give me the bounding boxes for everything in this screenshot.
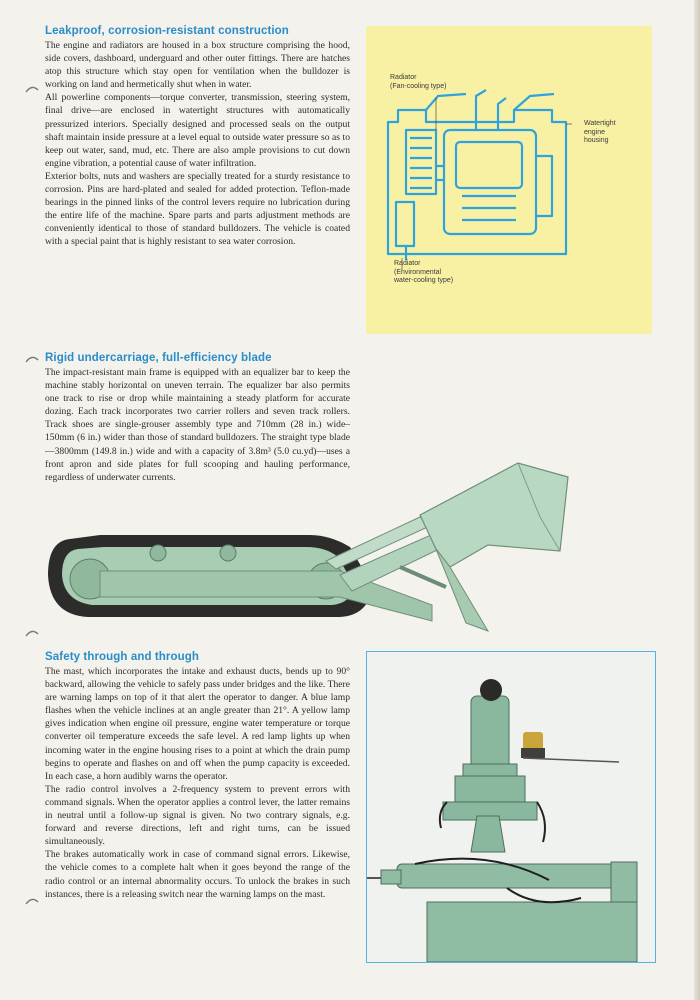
binding-hole <box>24 354 40 364</box>
mast-photo <box>366 651 656 963</box>
section-safety <box>45 651 350 901</box>
bulldozer-illustration <box>40 455 580 640</box>
paragraph: The radio control involves a 2-frequency system to prevent errors with command signals. When the operator applies a control lever, the latter remains in neutral until a follow-up signal is given. No two contrary signals, e.g. forward and reverse directions, left and right turns, can be issued simultaneously. <box>45 783 350 848</box>
section-leakproof <box>45 25 350 249</box>
heading-undercarriage: Rigid undercarriage, full-efficiency blade <box>45 352 272 364</box>
callout-watertight-housing: Watertight engine housing <box>584 120 616 144</box>
body-safety <box>45 665 350 901</box>
mast-photo-drawing <box>367 652 655 962</box>
diagram-drawing <box>366 26 652 334</box>
paragraph: The engine and radiators are housed in a box structure comprising the hood, side covers, dashboard, underguard and other outer fittings. There are hatches atop this structure which stay open for ventilation when the bulldozer is working on land and hermetically shut when in water. <box>45 40 350 91</box>
paragraph: All powerline components—torque converter, transmission, steering system, final drive—are enclosed in watertight structures with automatically pressurized interiors. Specially designed and processed seals on the output shaft maintain inside pressure at a level equal to outside water pressure so as to keep out water, sand, mud, etc. There are also ample provisions to cut down engine vibration, a potential cause of water infiltration. <box>45 92 350 169</box>
heading-safety: Safety through and through <box>45 651 200 663</box>
heading-leakproof: Leakproof, corrosion-resistant construction <box>45 25 289 37</box>
page-edge <box>694 0 700 1000</box>
callout-env-radiator: Radiator (Environmental water-cooling type) <box>394 260 454 284</box>
bulldozer-drawing <box>40 455 580 640</box>
binding-hole <box>24 84 40 94</box>
paragraph: The impact-resistant main frame is equipped with an equalizer bar to keep the machine stably horizontal on uneven terrain. The equalizer bar also permits one track to rise or drop while maintaining a steady platform for accurate dozing. Each track incorporates two carrier rollers and seven track rollers. Track shoes are single-grouser assembly type and 710mm (28 in.) wide–150mm (6 in.) wider than those of standard bulldozers. The straight type blade—3800mm (149.8 in.) wide and with a capacity of 3.8m³ (5.0 cu.yd)—uses a front apron and side plates for full scooping and hauling performance, regardless of underwater currents. <box>45 367 350 483</box>
binding-hole <box>24 628 40 638</box>
engine-housing-diagram <box>366 26 652 334</box>
paragraph: The mast, which incorporates the intake and exhaust ducts, bends up to 90° backward, allowing the vehicle to safely pass under bridges and the like. There are warning lamps on top of it that alert the operator to danger. A blue lamp flashes when the vehicle inclines at an angle greater than 21°. A yellow lamp gives indication when engine oil pressure, engine water temperature or torque converter oil temperature exceeds the safe level. A red lamp lights up when incoming water in the engine housing rises to a point at which the drain pump begins to operate and flashes on and off when the pump capacity is exceeded. In each case, a horn audibly warns the operator. <box>45 666 350 782</box>
paragraph: Exterior bolts, nuts and washers are specially treated for a sturdy resistance to corrosion. Pins are hard-plated and sealed for added protection. Teflon-made bearings in the pinned links of the control levers require no lubrication during the entire life of the machine. Spare parts and parts adjustment methods are conveniently identical to those of standard bulldozers. The vehicle is coated with a special paint that is highly resistant to sea water corrosion. <box>45 170 350 248</box>
binding-hole <box>24 896 40 906</box>
callout-fan-radiator: Radiator (Fan-cooling type) <box>390 74 447 90</box>
body-leakproof <box>45 39 350 249</box>
paragraph: The brakes automatically work in case of command signal errors. Likewise, the vehicle comes to a complete halt when it goes beyond the range of the radio control or an internal abnormality occurs. To unlock the brakes in such instances, there is a releasing switch near the warning lamps on the mast. <box>45 849 350 900</box>
